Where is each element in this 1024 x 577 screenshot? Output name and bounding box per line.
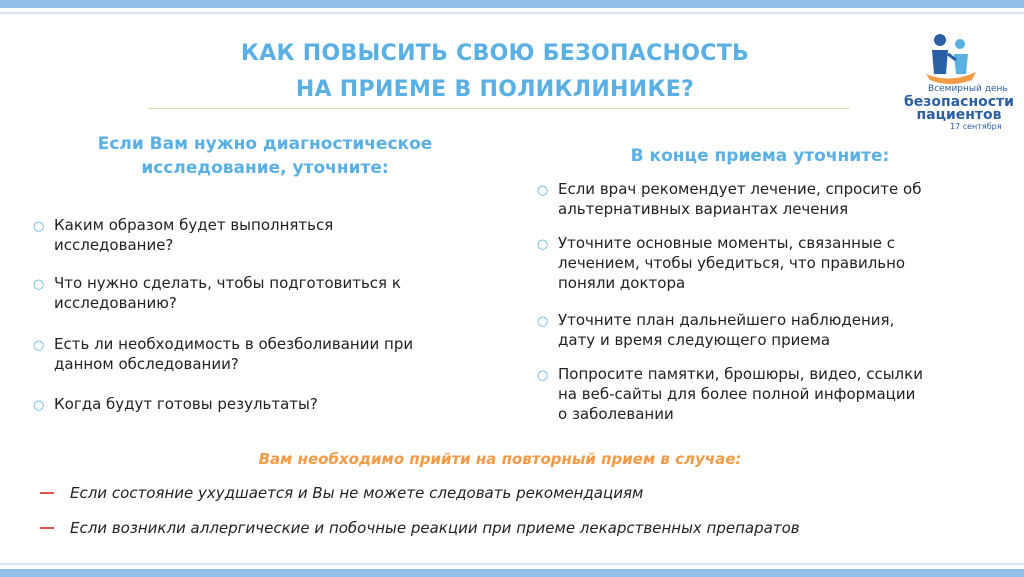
top-border-bar [0, 0, 1024, 8]
item-line: на веб-сайты для более полной информации [558, 385, 916, 403]
logo-caption-top: Всемирный день [928, 84, 1008, 94]
item-line: альтернативных вариантах лечения [558, 200, 849, 218]
item-line: о заболевании [558, 405, 674, 423]
left-column-heading [40, 132, 490, 180]
top-border-line [0, 12, 1024, 14]
bullet-icon: ○ [33, 219, 45, 234]
right-list-item [558, 179, 921, 219]
item-line: Если врач рекомендует лечение, спросите об [558, 180, 922, 198]
item-line: исследование? [54, 236, 174, 254]
revisit-case: Если состояние ухудшается и Вы не можете следовать рекомендациям [70, 484, 644, 502]
title-divider [148, 108, 850, 109]
bullet-icon: ○ [33, 277, 45, 292]
dash-icon [40, 492, 54, 494]
bullet-icon: ○ [33, 398, 45, 413]
item-line: Каким образом будет выполняться [54, 216, 334, 234]
item-line: Уточните план дальнейшего наблюдения, [558, 311, 895, 329]
title-line-1: КАК ПОВЫСИТЬ СВОЮ БЕЗОПАСНОСТЬ [240, 41, 750, 66]
logo-date: 17 сентября [950, 122, 1002, 131]
page-title [145, 36, 845, 108]
item-line: Попросите памятки, брошюры, видео, ссылки [558, 365, 923, 383]
bottom-border-line [0, 563, 1024, 565]
left-list-item [54, 334, 413, 374]
left-heading-line-2: исследование, уточните: [141, 158, 389, 178]
item-line: Когда будут готовы результаты? [54, 395, 318, 413]
right-list-item [558, 364, 923, 424]
logo-word-1: безопасности [904, 94, 1014, 110]
bullet-icon: ○ [537, 237, 549, 252]
left-heading-line-1: Если Вам нужно диагностическое [97, 134, 433, 154]
item-line: поняли доктора [558, 274, 686, 292]
item-line: исследованию? [54, 294, 177, 312]
right-column-heading: В конце приема уточните: [630, 146, 890, 166]
item-line: Уточните основные моменты, связанные с [558, 234, 896, 252]
item-line: дату и время следующего приема [558, 331, 831, 349]
item-line: Есть ли необходимость в обезболивании при [54, 335, 414, 353]
bullet-icon: ○ [33, 338, 45, 353]
item-line: лечением, чтобы убедиться, что правильно [558, 254, 906, 272]
right-list-item [558, 310, 894, 350]
bullet-icon: ○ [537, 368, 549, 383]
left-list-item [54, 394, 318, 414]
logo-word-2: пациентов [916, 107, 1002, 123]
dash-icon [40, 527, 54, 529]
left-list-item [54, 273, 401, 313]
bullet-icon: ○ [537, 314, 549, 329]
title-line-2: НА ПРИЕМЕ В ПОЛИКЛИНИКЕ? [295, 77, 695, 102]
bullet-icon: ○ [537, 183, 549, 198]
item-line: данном обследовании? [54, 355, 239, 373]
revisit-heading: Вам необходимо прийти на повторный прием в случае: [258, 450, 742, 468]
item-line: Что нужно сделать, чтобы подготовиться к [54, 274, 401, 292]
revisit-case: Если возникли аллергические и побочные реакции при приеме лекарственных препаратов [70, 519, 800, 537]
right-list-item [558, 233, 905, 293]
left-list-item [54, 215, 333, 255]
bottom-border-bar [0, 569, 1024, 577]
